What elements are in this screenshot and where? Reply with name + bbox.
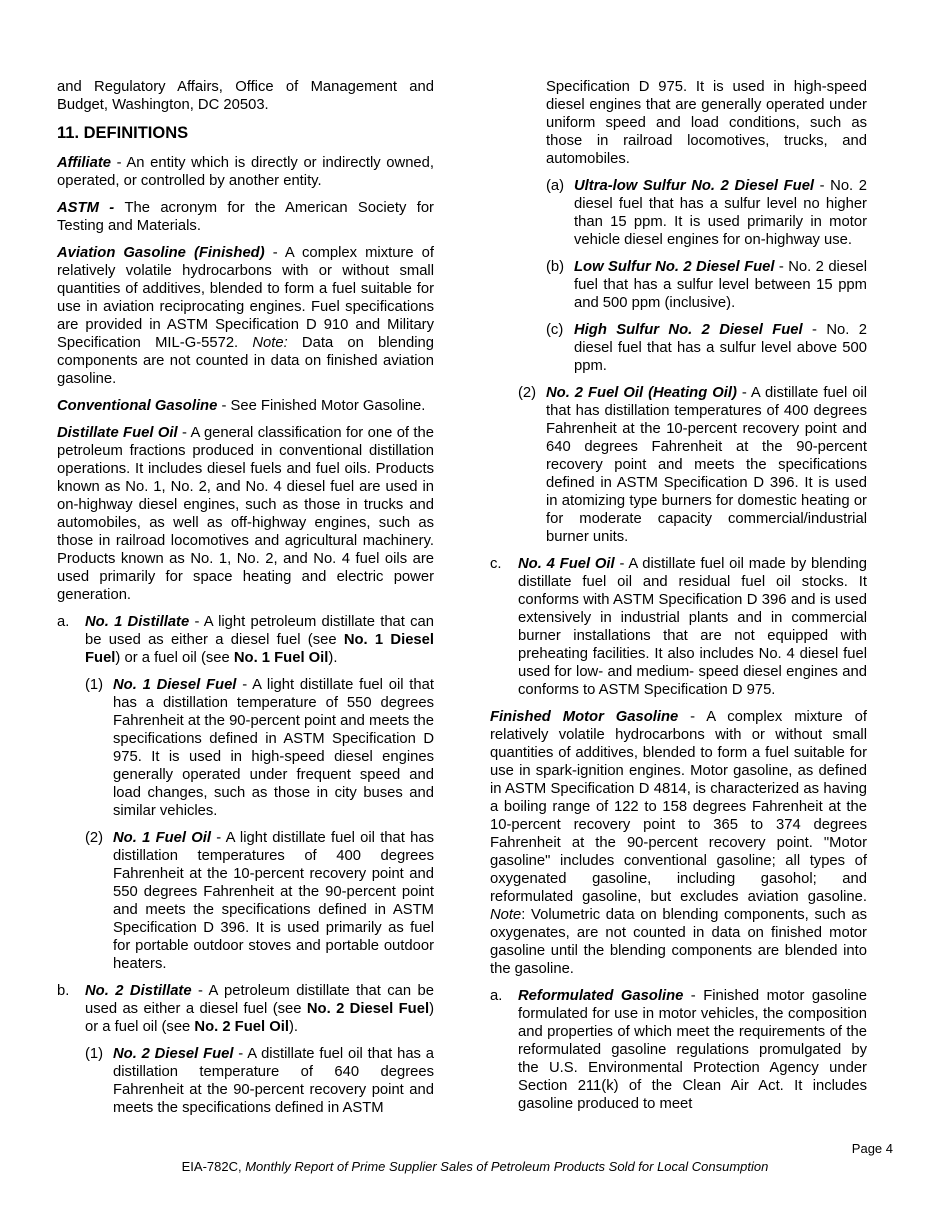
text-run: - A complex mixture of relatively volatile hydrocarbons with or without small quantities of additives, blended to form a fuel suitable for use in spark-ignition engines. Motor gasoline, as defined in ASTM Specification D 4814, is characterized as having a boiling range of 122 to 158 degrees Fahrenheit at the 10-percent recovery point to 365 to 374 degrees Fahrenheit at the 90-percent recovery point. "Motor gasoline" includes conventional gasoline; all types of oxygenated gasoline, including gasohol; and reformulated gasoline, but excludes aviation gasoline. xyxy=(490,709,867,905)
definition-term: Ultra-low Sulfur No. 2 Diesel Fuel xyxy=(574,178,815,194)
list-item xyxy=(490,384,867,546)
text-run: The acronym for the American Society for Testing and Materials. xyxy=(57,200,434,234)
list-item-text xyxy=(85,613,434,667)
definition-term: Distillate Fuel Oil xyxy=(57,425,178,441)
left-column xyxy=(57,78,434,1126)
list-marker: (1) xyxy=(85,1046,104,1062)
definition-term: Conventional Gasoline xyxy=(57,398,218,414)
text-run: - A distillate fuel oil that has distillation temperatures of 400 degrees Fahrenheit at the 10-percent recovery point and 640 degrees Fahrenheit at the 90-percent recovery point and meets the specifications defined in ASTM Specification D 396. It is used in atomizing type burners for domestic heating or for moderate capacity commercial/industrial burner units. xyxy=(546,385,867,545)
text-run: - A distillate fuel oil that has a distillation temperature of 640 degrees Fahrenheit at the 90-percent recovery point and meets the specifications defined in ASTM xyxy=(113,1046,434,1116)
text-run: Note: xyxy=(252,335,288,351)
definition-term: No. 1 Diesel Fuel xyxy=(113,677,237,693)
paragraph xyxy=(57,78,434,114)
paragraph xyxy=(57,424,434,604)
text-run: - A light petroleum distillate that can be used as either a diesel fuel (see xyxy=(85,614,434,648)
definition-term: Aviation Gasoline (Finished) xyxy=(57,245,265,261)
text-run: and Regulatory Affairs, Office of Management and Budget, Washington, DC 20503. xyxy=(57,79,434,113)
list-item xyxy=(490,258,867,312)
list-item xyxy=(57,676,434,820)
text-run: No. 2 Diesel Fuel xyxy=(306,1001,430,1017)
text-run: : Volumetric data on blending components, such as oxygenates, are not counted in data on finished motor gasoline until the blending components are blended into the gasoline. xyxy=(490,907,867,977)
list-item xyxy=(490,555,867,699)
definition-term: No. 4 Fuel Oil xyxy=(518,556,615,572)
list-marker: (2) xyxy=(518,385,537,401)
text-run: Specification D 975. It is used in high-speed diesel engines that are generally operated under uniform speed and load conditions, such as those in railroad locomotives, trucks, and automobiles. xyxy=(546,79,867,167)
list-item-text xyxy=(518,555,867,699)
text-run: - A distillate fuel oil made by blending distillate fuel oil and residual fuel oil stocks. It conforms with ASTM Specification D 396 and is used extensively in industrial plants and in commercial burner installations that are not equipped with preheating facilities. It also includes No. 4 diesel fuel used for low- and medium- speed diesel engines and conforms to ASTM Specification D 975. xyxy=(518,556,867,698)
text-run: - See Finished Motor Gasoline. xyxy=(217,398,426,414)
definition-term: No. 2 Diesel Fuel xyxy=(113,1046,234,1062)
page-number: Page 4 xyxy=(851,1141,893,1156)
definition-term: ASTM - xyxy=(57,200,125,216)
text-run: EIA-782C, xyxy=(181,1159,246,1174)
list-item-text xyxy=(574,177,867,249)
list-marker: (2) xyxy=(85,830,104,846)
definition-term: No. 2 Fuel Oil (Heating Oil) xyxy=(546,385,737,401)
list-item-text xyxy=(113,829,434,973)
text-run: - No. 2 diesel fuel that has a sulfur level above 500 ppm. xyxy=(574,322,867,374)
paragraph xyxy=(57,244,434,388)
text-run: ). xyxy=(328,650,338,666)
list-marker: (b) xyxy=(546,259,565,275)
paragraph xyxy=(57,199,434,235)
text-run: ). xyxy=(288,1019,298,1035)
list-item-text xyxy=(574,321,867,375)
list-marker: a. xyxy=(490,988,503,1004)
text-run: - A petroleum distillate that can be used as either a diesel fuel (see xyxy=(85,983,434,1017)
list-item xyxy=(57,613,434,667)
definition-term: Finished Motor Gasoline xyxy=(490,709,679,725)
text-run: Note xyxy=(490,907,522,923)
definition-term: No. 1 Distillate xyxy=(85,614,190,630)
list-marker: c. xyxy=(490,556,502,572)
text-run: - Finished motor gasoline formulated for use in motor vehicles, the composition and properties of which meet the requirements of the reformulated gasoline regulations promulgated by the U.S. Environmental Protection Agency under Section 211(k) of the Clean Air Act. It includes gasoline produced to meet xyxy=(518,988,867,1112)
text-run: - A general classification for one of the petroleum fractions produced in conventional distillation operations. It includes diesel fuels and fuel oils. Products known as No. 1, No. 2, and No. 4 diesel fuel are used in on-highway diesel engines, such as those in trucks and automobiles, as well as off-highway engines, such as those in railroad locomotives and agricultural machinery. Products known as No. 1, No. 2, and No. 4 fuel oils are used primarily for space heating and electric power generation. xyxy=(57,425,434,603)
definition-term: No. 1 Fuel Oil xyxy=(113,830,211,846)
list-item xyxy=(57,1045,434,1117)
text-run: No. 1 Diesel Fuel xyxy=(85,632,434,666)
list-marker: (c) xyxy=(546,322,564,338)
list-marker: (1) xyxy=(85,677,104,693)
paragraph xyxy=(490,78,867,168)
text-run: Monthly Report of Prime Supplier Sales of Petroleum Products Sold for Local Consumption xyxy=(245,1159,769,1174)
list-marker: (a) xyxy=(546,178,565,194)
text-run: - An entity which is directly or indirectly owned, operated, or controlled by another entity. xyxy=(57,155,434,189)
list-item-text xyxy=(574,258,867,312)
text-run: No. 1 Fuel Oil xyxy=(233,650,329,666)
list-item-text xyxy=(518,987,867,1113)
text-run: ) or a fuel oil (see xyxy=(115,650,234,666)
definition-term: Low Sulfur No. 2 Diesel Fuel xyxy=(574,259,775,275)
list-item-text xyxy=(113,1045,434,1117)
text-run: - No. 2 diesel fuel that has a sulfur level no higher than 15 ppm. It is used primarily in motor vehicle diesel engines for on-highway use. xyxy=(574,178,867,248)
list-marker: b. xyxy=(57,983,70,999)
list-item-text xyxy=(113,676,434,820)
list-item xyxy=(490,987,867,1113)
list-item-text xyxy=(85,982,434,1036)
list-item xyxy=(490,321,867,375)
paragraph xyxy=(57,154,434,190)
definition-term: High Sulfur No. 2 Diesel Fuel xyxy=(574,322,803,338)
paragraph xyxy=(57,397,434,415)
definition-term: Affiliate xyxy=(57,155,111,171)
list-item xyxy=(57,982,434,1036)
text-run: No. 2 Fuel Oil xyxy=(194,1019,289,1035)
right-column xyxy=(490,78,867,1126)
list-item xyxy=(57,829,434,973)
definition-term: Reformulated Gasoline xyxy=(518,988,684,1004)
text-run: - A light distillate fuel oil that has distillation temperatures of 400 degrees Fahrenheit at the 10-percent recovery point and 550 degrees Fahrenheit at the 90-percent point and meets the specifications defined in ASTM Specification D 396. It is used primarily as fuel for portable outdoor stoves and portable outdoor heaters. xyxy=(113,830,434,972)
text-run: - A light distillate fuel oil that has a distillation temperature of 550 degrees Fahrenheit at the 90-percent point and meets the specifications defined in ASTM Specification D 975. It is used in high-speed diesel engines generally operated under frequent speed and load changes, such as those in city buses and similar vehicles. xyxy=(113,677,434,819)
list-marker: a. xyxy=(57,614,70,630)
two-column-body xyxy=(57,78,867,1126)
list-item xyxy=(490,177,867,249)
text-run: - No. 2 diesel fuel that has a sulfur level between 15 ppm and 500 ppm (inclusive). xyxy=(574,259,867,311)
paragraph xyxy=(490,708,867,978)
text-run: ) or a fuel oil (see xyxy=(85,1001,434,1035)
text-run: - A complex mixture of relatively volatile hydrocarbons with or without small quantities of additives, blended to form a fuel suitable for use in aviation reciprocating engines. Fuel specifications are provided in ASTM Specification D 910 and Military Specification MIL-G-5572. xyxy=(57,245,434,351)
definition-term: No. 2 Distillate xyxy=(85,983,192,999)
document-title-line xyxy=(0,1159,950,1175)
text-run: Data on blending components are not counted in data on finished aviation gasoline. xyxy=(57,335,434,387)
list-item-text xyxy=(546,384,867,546)
section-heading: 11. DEFINITIONS xyxy=(57,124,189,142)
